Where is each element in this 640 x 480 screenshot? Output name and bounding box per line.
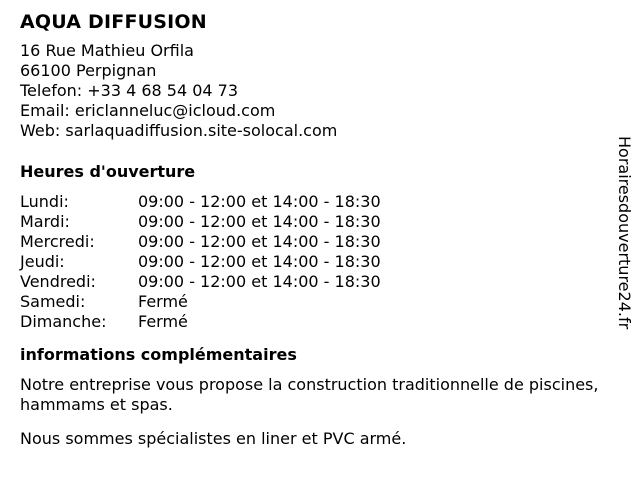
web-line[interactable]: Web: sarlaquadiffusion.site-solocal.com [20, 121, 338, 140]
info-paragraph-specialists: Nous sommes spécialistes en liner et PVC armé. [20, 429, 407, 448]
address-city: 66100 Perpignan [20, 61, 157, 80]
day-label: Vendredi: [20, 272, 96, 291]
address-street: 16 Rue Mathieu Orfila [20, 41, 194, 60]
hours-row-tuesday [20, 212, 620, 232]
info-title: informations complémentaires [20, 345, 297, 364]
business-name: AQUA DIFFUSION [20, 11, 207, 33]
day-hours: 09:00 - 12:00 et 14:00 - 18:30 [138, 232, 381, 251]
hours-row-wednesday [20, 232, 620, 252]
day-hours: 09:00 - 12:00 et 14:00 - 18:30 [138, 212, 381, 231]
day-label: Jeudi: [20, 252, 65, 271]
day-label: Samedi: [20, 292, 86, 311]
info-paragraph-construction: Notre entreprise vous propose la construction traditionnelle de piscines, hammams et spas. [20, 375, 599, 414]
hours-row-friday [20, 272, 620, 292]
day-hours: Fermé [138, 292, 188, 311]
day-label: Dimanche: [20, 312, 107, 331]
email-line[interactable]: Email: ericlanneluc@icloud.com [20, 101, 276, 120]
day-hours: 09:00 - 12:00 et 14:00 - 18:30 [138, 192, 381, 211]
hours-title: Heures d'ouverture [20, 162, 196, 181]
day-label: Mercredi: [20, 232, 95, 251]
day-label: Lundi: [20, 192, 69, 211]
day-hours: Fermé [138, 312, 188, 331]
hours-row-thursday [20, 252, 620, 272]
hours-row-sunday [20, 312, 620, 332]
day-label: Mardi: [20, 212, 70, 231]
business-card [20, 9, 620, 449]
hours-row-saturday [20, 292, 620, 312]
day-hours: 09:00 - 12:00 et 14:00 - 18:30 [138, 252, 381, 271]
day-hours: 09:00 - 12:00 et 14:00 - 18:30 [138, 272, 381, 291]
phone-line[interactable]: Telefon: +33 4 68 54 04 73 [20, 81, 239, 100]
site-watermark: Horairesdouverture24.fr [615, 136, 634, 330]
hours-row-monday [20, 192, 620, 212]
